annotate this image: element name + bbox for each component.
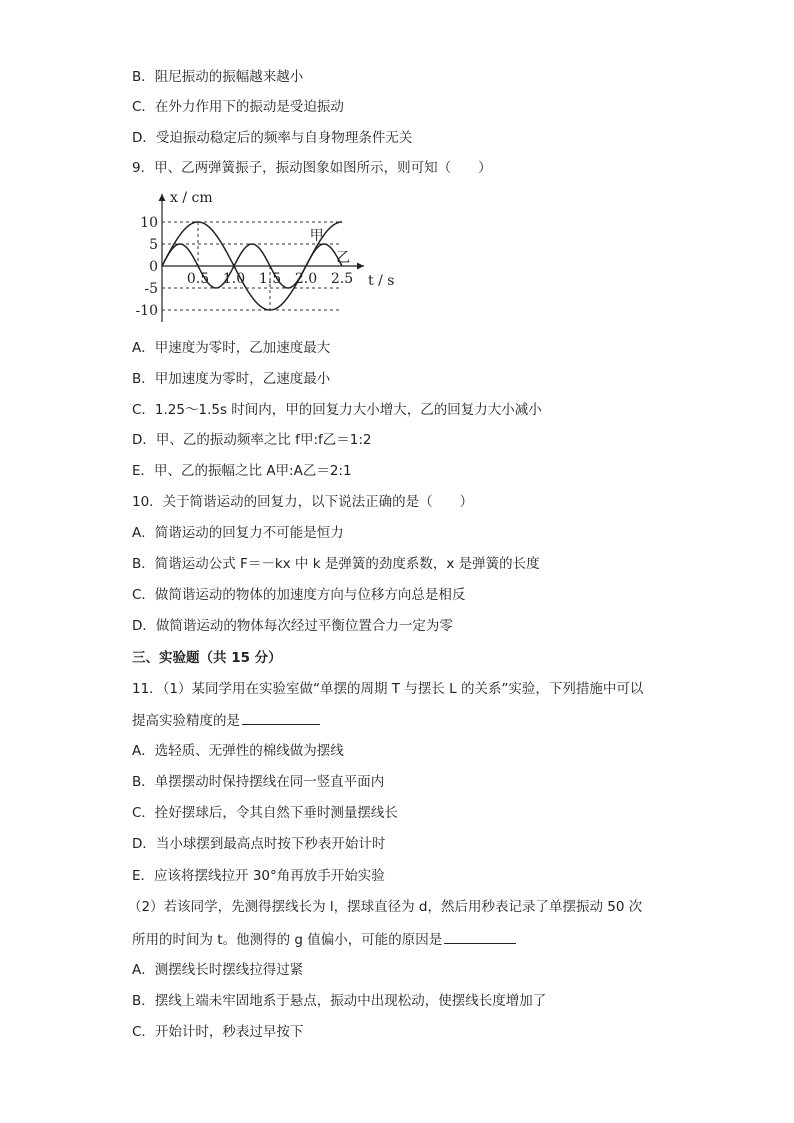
q9-option-b: B．甲加速度为零时，乙速度最小 bbox=[132, 371, 331, 387]
x-tick-label-1.0: 1.0 bbox=[222, 271, 246, 287]
q11-stem-line1: 11．（1）某同学用在实验室做“单摆的周期 T 与摆长 L 的关系”实验，下列措施中可以 bbox=[132, 681, 644, 697]
q10-stem: 10．关于简谐运动的回复力，以下说法正确的是（ ） bbox=[132, 494, 474, 510]
series-label-2: 乙 bbox=[336, 250, 351, 266]
y-tick-label-5: 5 bbox=[149, 237, 158, 253]
vibration-graph bbox=[132, 188, 412, 328]
q11-option-d: D．当小球摆到最高点时按下秒表开始计时 bbox=[132, 836, 386, 852]
q11-option-a: A．选轻质、无弹性的棉线做为摆线 bbox=[132, 743, 344, 759]
answer-blank-2[interactable] bbox=[444, 929, 516, 944]
q10-option-d: D．做简谐运动的物体每次经过平衡位置合力一定为零 bbox=[132, 618, 453, 634]
q11-option-e: E．应该将摆线拉开 30°角再放手开始实验 bbox=[132, 868, 385, 884]
q10-option-c: C．做简谐运动的物体的加速度方向与位移方向总是相反 bbox=[132, 587, 466, 603]
x-tick-label-1.5: 1.5 bbox=[258, 271, 282, 287]
q9-option-a: A．甲速度为零时，乙加速度最大 bbox=[132, 340, 331, 356]
q9-option-d: D．甲、乙的振动频率之比 f甲:f乙＝1:2 bbox=[132, 432, 372, 448]
q11-part2-line1: （2）若该同学，先测得摆线长为 l，摆球直径为 d，然后用秒表记录了单摆振动 50 次 bbox=[128, 899, 643, 915]
q11-option-b: B．单摆摆动时保持摆线在同一竖直平面内 bbox=[132, 774, 385, 790]
q11-stem-text: 提高实验精度的是 bbox=[132, 713, 240, 729]
q11-part2-line2 bbox=[132, 929, 516, 950]
y-axis-label: x / cm bbox=[170, 190, 213, 206]
q11-part2-text: 所用的时间为 t。他测得的 g 值偏小，可能的原因是 bbox=[132, 932, 443, 948]
x-tick-label-2.5: 2.5 bbox=[330, 271, 354, 287]
y-tick-label--5: -5 bbox=[144, 281, 158, 297]
y-tick-label-10: 10 bbox=[140, 215, 158, 231]
q8-option-d: D．受迫振动稳定后的频率与自身物理条件无关 bbox=[132, 130, 413, 146]
q8-option-b: B．阻尼振动的振幅越来越小 bbox=[132, 69, 304, 85]
y-tick-label-0: 0 bbox=[149, 259, 158, 275]
q11-part2-option-b: B．摆线上端未牢固地系于悬点，振动中出现松动，使摆线长度增加了 bbox=[132, 993, 547, 1009]
x-tick-label-2.0: 2.0 bbox=[294, 271, 318, 287]
series-label-1: 甲 bbox=[309, 228, 324, 244]
section-heading: 三、实验题（共 15 分） bbox=[132, 650, 282, 666]
q9-stem: 9．甲、乙两弹簧振子，振动图象如图所示，则可知（ ） bbox=[132, 160, 492, 176]
q9-option-c: C．1.25～1.5s 时间内，甲的回复力大小增大，乙的回复力大小减小 bbox=[132, 402, 542, 418]
q8-option-c: C．在外力作用下的振动是受迫振动 bbox=[132, 99, 344, 115]
x-tick-label-0.5: 0.5 bbox=[186, 271, 210, 287]
q10-option-a: A．简谐运动的回复力不可能是恒力 bbox=[132, 525, 344, 541]
q11-stem-line2 bbox=[132, 710, 320, 731]
q11-part2-option-a: A．测摆线长时摆线拉得过紧 bbox=[132, 962, 304, 978]
x-axis-label: t / s bbox=[368, 273, 395, 289]
q11-option-c: C．拴好摆球后，令其自然下垂时测量摆线长 bbox=[132, 805, 398, 821]
q11-part2-option-c: C．开始计时，秒表过早按下 bbox=[132, 1024, 304, 1040]
q9-option-e: E．甲、乙的振幅之比 A甲:A乙＝2:1 bbox=[132, 463, 352, 479]
q10-option-b: B．简谐运动公式 F＝－kx 中 k 是弹簧的劲度系数，x 是弹簧的长度 bbox=[132, 556, 540, 572]
y-tick-label--10: -10 bbox=[135, 303, 158, 319]
answer-blank-1[interactable] bbox=[242, 710, 320, 725]
